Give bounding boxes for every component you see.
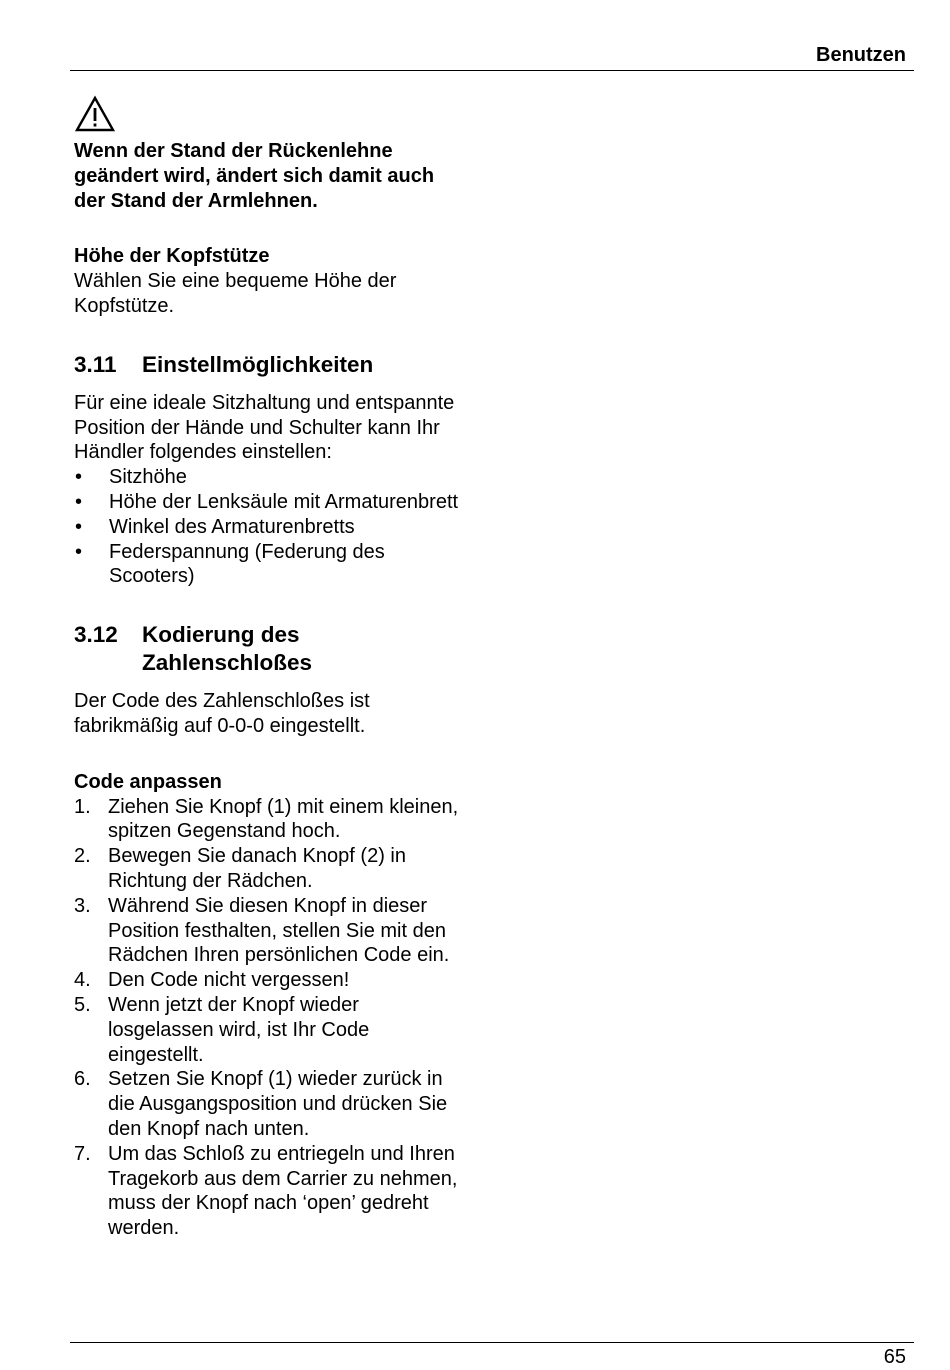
headrest-text: Wählen Sie eine bequeme Höhe der Kopfstütze. [74,270,397,317]
list-item-text: Winkel des Armaturenbretts [109,515,355,538]
section-heading-3-11 [74,351,464,379]
list-item [74,465,464,490]
list-item [74,894,464,968]
step-number: 4. [74,969,91,992]
headrest-heading: Höhe der Kopfstütze [74,245,270,268]
list-item [74,1142,464,1241]
step-text: Während Sie diesen Knopf in dieser Position festhalten, stellen Sie mit den Rädchen Ihren persönlichen Code ein. [108,894,450,967]
step-text: Bewegen Sie danach Knopf (2) in Richtung der Rädchen. [108,845,406,892]
step-text: Setzen Sie Knopf (1) wieder zurück in die Ausgangsposition und drücken Sie den Knopf nach unten. [108,1068,448,1140]
footer-rule [70,1342,914,1343]
list-item [74,490,464,515]
bullet-marker: • [75,466,83,489]
list-item-text: Federspannung (Federung des Scooters) [109,540,385,588]
section-title: Kodierung des Zahlenschloßes [142,622,313,676]
list-item [74,795,464,845]
warning-triangle-icon [74,95,116,133]
step-text: Wenn jetzt der Knopf wieder losgelassen wird, ist Ihr Code eingestellt. [108,993,370,1066]
bullet-marker: • [75,490,83,513]
step-number: 5. [74,993,91,1016]
step-text: Den Code nicht vergessen! [108,969,350,992]
adjustment-intro: Für eine ideale Sitzhaltung und entspannte Position der Hände und Schulter kann Ihr Händler folgendes einstellen: [74,391,455,464]
step-number: 1. [74,795,91,818]
step-number: 3. [74,894,91,917]
step-text: Um das Schloß zu entriegeln und Ihren Tragekorb aus dem Carrier zu nehmen, muss der Knopf nach ‘open’ gedreht werden. [108,1142,458,1240]
code-subheading: Code anpassen [74,770,222,793]
section-title: Einstellmöglichkeiten [142,351,374,377]
list-item-text: Höhe der Lenksäule mit Armaturenbrett [109,490,459,513]
list-item-text: Sitzhöhe [109,466,187,489]
step-text: Ziehen Sie Knopf (1) mit einem kleinen, spitzen Gegenstand hoch. [108,795,459,843]
list-item [74,1067,464,1141]
bullet-marker: • [75,540,83,563]
list-item [74,968,464,993]
section-number: 3.12 [74,622,118,648]
step-number: 6. [74,1068,91,1091]
adjustment-list [74,465,464,589]
section-number: 3.11 [74,351,117,377]
page-number: 65 [883,1346,906,1368]
warning-text: Wenn der Stand der Rückenlehne geändert wird, ändert sich damit auch der Stand der Armlehnen. [74,140,435,212]
bullet-marker: • [75,515,83,538]
step-number: 2. [74,845,91,868]
list-item [74,515,464,540]
step-number: 7. [74,1142,91,1165]
list-item [74,844,464,894]
header-rule [70,70,914,71]
code-steps-list [74,795,464,1241]
content-column [74,95,464,1241]
list-item [74,540,464,590]
page-header-title: Benutzen [816,44,906,66]
list-item [74,993,464,1067]
section-heading-3-12 [74,621,464,677]
lock-intro: Der Code des Zahlenschloßes ist fabrikmäßig auf 0-0-0 eingestellt. [74,690,370,737]
